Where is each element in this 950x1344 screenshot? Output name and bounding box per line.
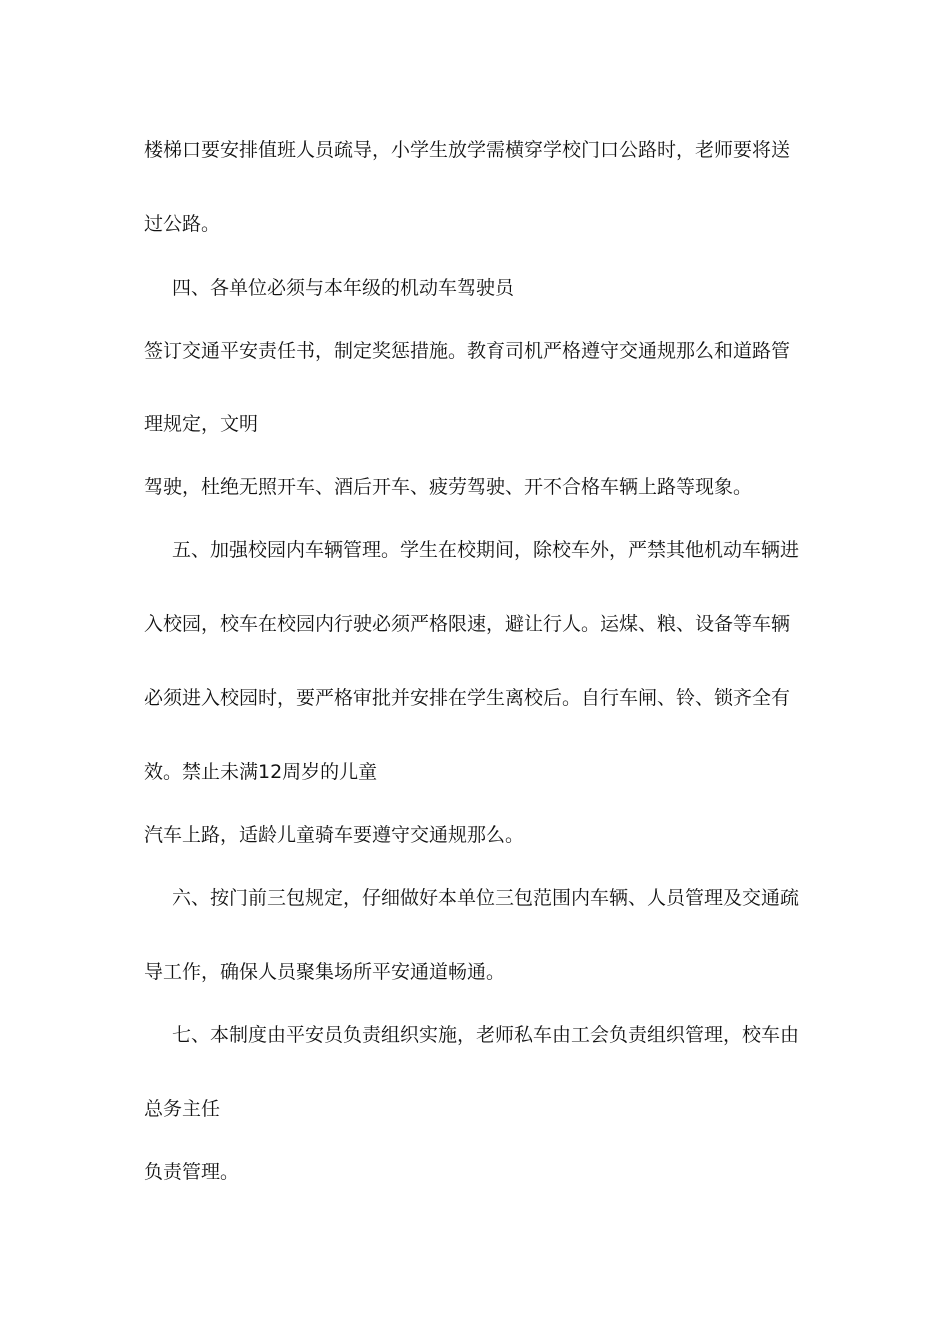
- text-line: 总务主任: [144, 1098, 221, 1120]
- text-line: 签订交通平安责任书，制定奖惩措施。教育司机严格遵守交通规那么和道路管: [144, 340, 791, 362]
- text-line: 负责管理。: [144, 1161, 240, 1183]
- text-line: 过公路。: [144, 213, 221, 235]
- section-heading: 五、加强校园内车辆管理。学生在校期间，除校车外，严禁其他机动车辆进: [172, 539, 800, 561]
- text-line: 驾驶，杜绝无照开车、酒后开车、疲劳驾驶、开不合格车辆上路等现象。: [144, 476, 753, 498]
- text-line: 理规定，文明: [144, 413, 259, 435]
- text-line: 汽车上路，适龄儿童骑车要遵守交通规那么。: [144, 824, 525, 846]
- text-line: 导工作，确保人员聚集场所平安通道畅通。: [144, 961, 506, 983]
- text-line: 必须进入校园时，要严格审批并安排在学生离校后。自行车闸、铃、锁齐全有: [144, 687, 791, 709]
- section-heading: 四、各单位必须与本年级的机动车驾驶员: [172, 277, 515, 299]
- text-line: 入校园，校车在校园内行驶必须严格限速，避让行人。运煤、粮、设备等车辆: [144, 613, 791, 635]
- text-line: 效。禁止未满12周岁的儿童: [144, 761, 378, 783]
- section-heading: 七、本制度由平安员负责组织实施，老师私车由工会负责组织管理，校车由: [172, 1024, 800, 1046]
- section-heading: 六、按门前三包规定，仔细做好本单位三包范围内车辆、人员管理及交通疏: [172, 887, 800, 909]
- text-line: 楼梯口要安排值班人员疏导，小学生放学需横穿学校门口公路时，老师要将送: [144, 139, 791, 161]
